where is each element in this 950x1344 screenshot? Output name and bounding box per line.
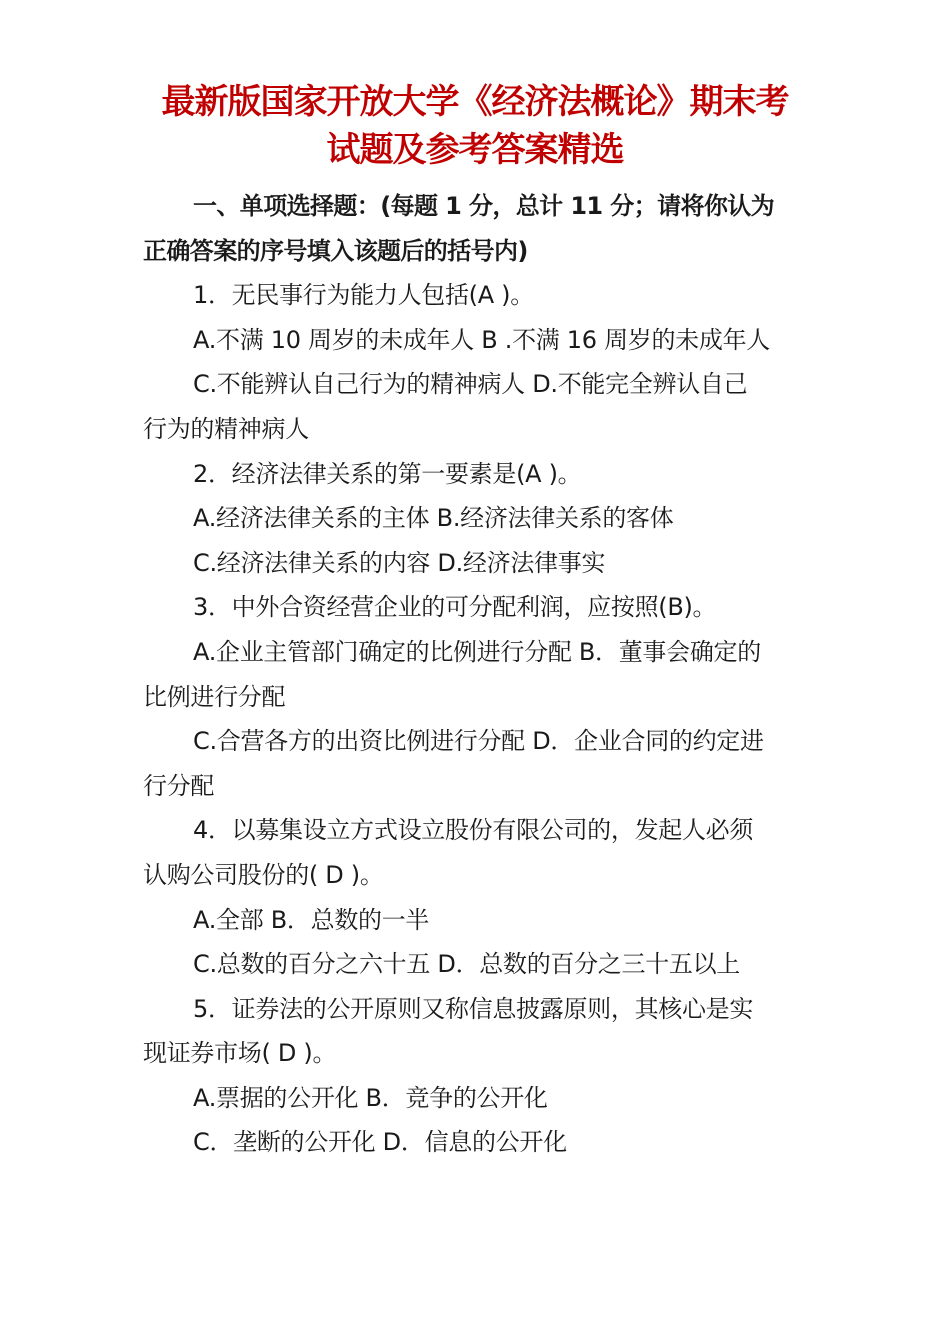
text-line: A.经济法律关系的主体 B.经济法律关系的客体	[193, 504, 674, 533]
text-line: 5．证券法的公开原则又称信息披露原则，其核心是实	[193, 994, 754, 1023]
title-line-2: 试题及参考答案精选	[326, 130, 624, 170]
text-line: 认购公司股份的( D )。	[143, 860, 384, 889]
text-line: C．垄断的公开化 D．信息的公开化	[193, 1128, 567, 1157]
document-body	[143, 184, 813, 1165]
text-line: C.总数的百分之六十五 D．总数的百分之三十五以上	[193, 950, 740, 979]
title-line-1: 最新版国家开放大学《经济法概论》期末考	[161, 82, 789, 122]
text-line: A.全部 B．总数的一半	[193, 905, 430, 934]
text-line: 比例进行分配	[143, 682, 286, 711]
text-line: 行为的精神病人	[143, 414, 309, 443]
text-line: C.合营各方的出资比例进行分配 D．企业合同的约定进	[193, 727, 764, 756]
text-line: 4．以募集设立方式设立股份有限公司的，发起人必须	[193, 816, 754, 845]
text-line: C.经济法律关系的内容 D.经济法律事实	[193, 548, 606, 577]
text-line: 1．无民事行为能力人包括(A )。	[193, 281, 534, 310]
text-line: A.企业主管部门确定的比例进行分配 B．董事会确定的	[193, 637, 761, 666]
question-lines	[143, 273, 813, 1165]
text-line: 3．中外合资经营企业的可分配利润，应按照(B)。	[193, 593, 717, 622]
section-heading-line-1: 一、单项选择题：(每题 1 分，总计 11 分；请将你认为	[193, 192, 775, 220]
text-line: 行分配	[143, 771, 215, 800]
section-heading-line-2: 正确答案的序号填入该题后的括号内)	[143, 236, 528, 265]
text-line: C.不能辨认自己行为的精神病人 D.不能完全辨认自己	[193, 370, 748, 399]
text-line: A.不满 10 周岁的未成年人 B .不满 16 周岁的未成年人	[193, 325, 770, 354]
text-line: 现证券市场( D )。	[143, 1039, 337, 1068]
text-line: 2．经济法律关系的第一要素是(A )。	[193, 459, 582, 488]
text-line: A.票据的公开化 B．竞争的公开化	[193, 1083, 548, 1112]
document-title	[120, 78, 830, 174]
